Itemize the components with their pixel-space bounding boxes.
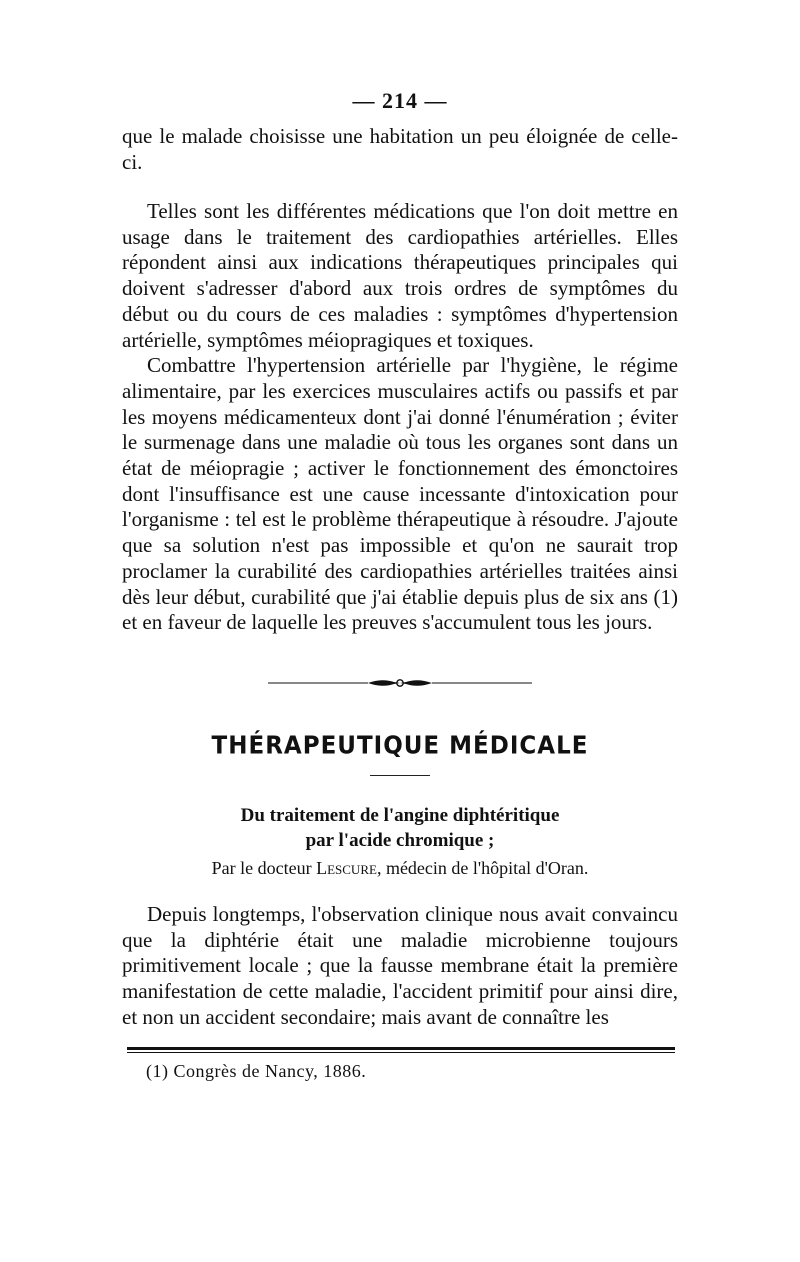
article-title [0, 803, 800, 853]
section-title: THÉRAPEUTIQUE MÉDICALE [211, 731, 589, 761]
paragraph-continuation: que le malade choisisse une habitation un peu éloignée de celle-ci. [122, 124, 678, 174]
text-block-conclusion [122, 199, 678, 636]
section-rule [370, 775, 430, 776]
page-number: — 214 — [352, 88, 448, 113]
byline [0, 856, 800, 880]
text-block-article [122, 902, 678, 1031]
byline-prefix: Par le docteur [211, 858, 317, 878]
paragraph-medications: Telles sont les différentes médications que l'on doit mettre en usage dans le traitement des cardiopathies artérielles. Elles répondent ainsi aux indications thérapeutiques principales qui doivent s'adresser d'abord aux trois ordres de symptômes du début ou du cours de ces maladies : symptômes d'hypertension artérielle, symptômes méiopragiques et toxiques. [122, 199, 678, 352]
ornament-divider-icon [268, 676, 532, 690]
byline-author: Lescure [316, 858, 377, 878]
byline-suffix: , médecin de l'hôpital d'Oran. [376, 858, 589, 878]
text-block-continuation [122, 124, 678, 175]
footnote-rule [127, 1047, 675, 1053]
article-title-line-1: Du traitement de l'angine diphtéritique [240, 805, 560, 826]
article-title-line-2: par l'acide chromique ; [305, 830, 495, 851]
paragraph-article-intro: Depuis longtemps, l'observation clinique nous avait convaincu que la diphtérie était une maladie microbienne toujours primitivement locale ; que la fausse membrane était la première manifestation de cette maladie, l'accident primitif pour ainsi dire, et non un accident secondaire; mais avant de connaître les [122, 902, 678, 1029]
paragraph-hypertension: Combattre l'hypertension artérielle par l'hygiène, le régime alimentaire, par les exercices musculaires actifs ou passifs et par les moyens médicamenteux dont j'ai donné l'énumération ; éviter le surmenage dans une maladie où tous les organes sont dans un état de méiopragie ; activer le fonctionnement des émonctoires dont l'insuffisance est une cause incessante d'intoxication pour l'organisme : tel est le problème thérapeutique à résoudre. J'ajoute que sa solution n'est pas impossible et qu'on ne saurait trop proclamer la curabilité des cardiopathies artérielles traitées ainsi dès leur début, curabilité que j'ai établie depuis plus de six ans (1) et en faveur de laquelle les preuves s'accumulent tous les jours. [122, 353, 678, 635]
footnote: (1) Congrès de Nancy, 1886. [146, 1061, 367, 1081]
